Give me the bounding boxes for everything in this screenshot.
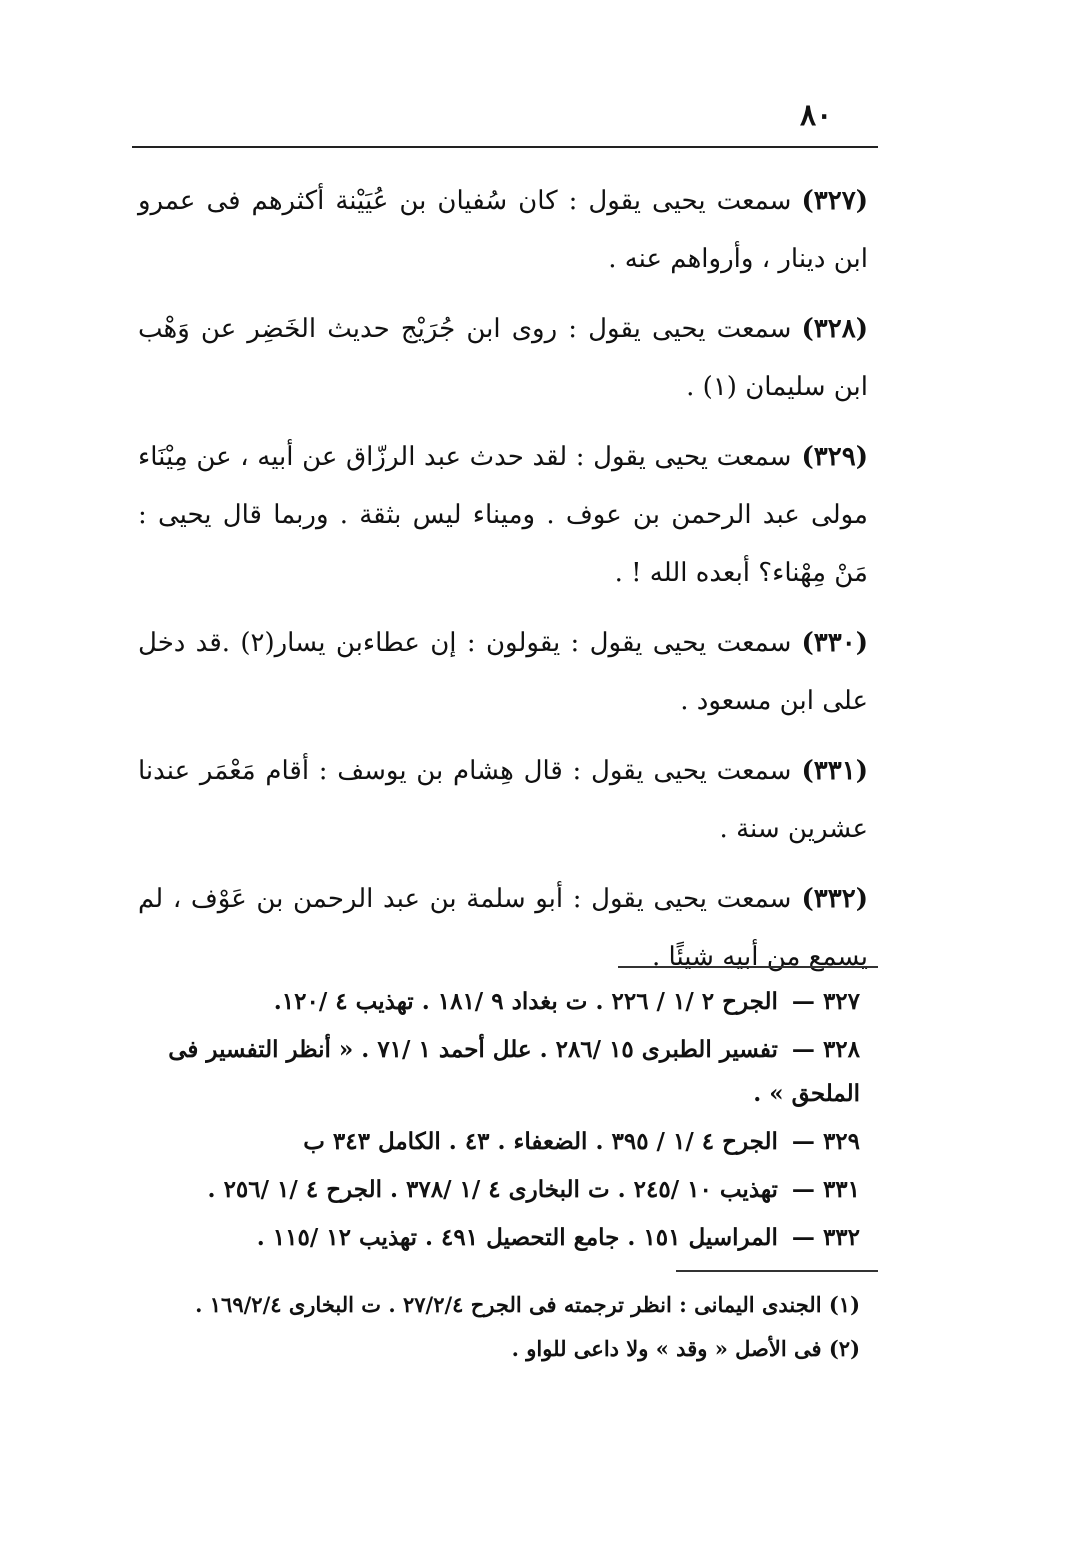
reference-text: الجرح ٢ /١ / ٢٢٦ . ت بغداد ٩ /١٨١ . تهذيب ٤ /١٢٠.	[273, 988, 778, 1015]
entry-327	[138, 172, 868, 288]
reference-text: تهذيب ١٠ /٢٤٥ . ت البخارى ٤ /١ /٣٧٨ . الجرح ٤ /١ /٢٥٦ .	[207, 1176, 778, 1203]
reference-number: ٣٢٧ —	[791, 988, 860, 1015]
footnote-2: (٢) فى الأصل « وقد » ولا داعى للواو .	[511, 1336, 860, 1361]
entry-329	[138, 428, 868, 602]
entry-number: (٣٢٧)	[801, 186, 868, 216]
entry-number: (٣٣١)	[801, 756, 868, 786]
references-rule	[618, 966, 878, 968]
reference-329	[140, 1120, 860, 1164]
reference-332	[140, 1216, 860, 1260]
reference-number: ٣٣١ —	[791, 1176, 860, 1203]
reference-number: ٣٣٢ —	[791, 1224, 860, 1251]
entry-number: (٣٣٢)	[801, 884, 868, 914]
footnotes-rule	[676, 1270, 878, 1272]
reference-number: ٣٢٨ —	[791, 1036, 860, 1063]
entry-331	[138, 742, 868, 858]
reference-328	[140, 1028, 860, 1116]
entry-text: سمعت يحيى يقول : لقد حدث عبد الرزّاق عن أبيه ، عن مِيْنَاء مولى عبد الرحمن بن عوف . وميناء ليس بثقة . وربما قال يحيى : مَنْ مِهْناء؟ أبعده الله ! .	[138, 442, 868, 588]
main-text	[138, 172, 868, 998]
entry-number: (٣٣٠)	[801, 628, 868, 658]
entry-text: سمعت يحيى يقول : روى ابن جُرَيْج حديث الخَضِر عن وَهْب ابن سليمان (١) .	[138, 314, 868, 402]
entry-330	[138, 614, 868, 730]
entry-328	[138, 300, 868, 416]
reference-331	[140, 1168, 860, 1212]
page-number: ٨٠	[800, 98, 833, 133]
reference-text: المراسيل ١٥١ . جامع التحصيل ٤٩١ . تهذيب ١٢ /١١٥ .	[256, 1224, 778, 1251]
reference-number: ٣٢٩ —	[791, 1128, 860, 1155]
reference-text: الجرح ٤ /١ / ٣٩٥ . الضعفاء . ٤٣ . الكامل ٣٤٣ ب	[303, 1128, 778, 1155]
entry-number: (٣٢٨)	[801, 314, 868, 344]
reference-327	[140, 980, 860, 1024]
entry-text: سمعت يحيى يقول : يقولون : إن عطاءبن يسار(٢) .قد دخل على ابن مسعود .	[138, 628, 868, 716]
references	[140, 980, 860, 1264]
entry-text: سمعت يحيى يقول : قال هِشام بن يوسف : أقام مَعْمَر عندنا عشرين سنة .	[138, 756, 868, 844]
entry-text: سمعت يحيى يقول : كان سُفيان بن عُيَيْنة أكثرهم فى عمرو ابن دينار ، وأرواهم عنه .	[138, 186, 868, 274]
entry-number: (٣٢٩)	[801, 442, 868, 472]
entry-text: سمعت يحيى يقول : أبو سلمة بن عبد الرحمن بن عَوْف ، لم يسمع من أبيه شيئًا .	[138, 884, 868, 972]
reference-text: تفسير الطبرى ١٥ /٢٨٦ . علل أحمد ١ /٧١ . « أنظر التفسير فى الملحق » .	[168, 1036, 860, 1107]
header-rule	[132, 146, 878, 148]
footnote-1: (١) الجندى اليمانى : انظر ترجمته فى الجرح ٢٧/٢/٤ . ت البخارى ١٦٩/٢/٤ .	[195, 1292, 860, 1317]
footnotes	[140, 1288, 860, 1376]
entry-332	[138, 870, 868, 986]
